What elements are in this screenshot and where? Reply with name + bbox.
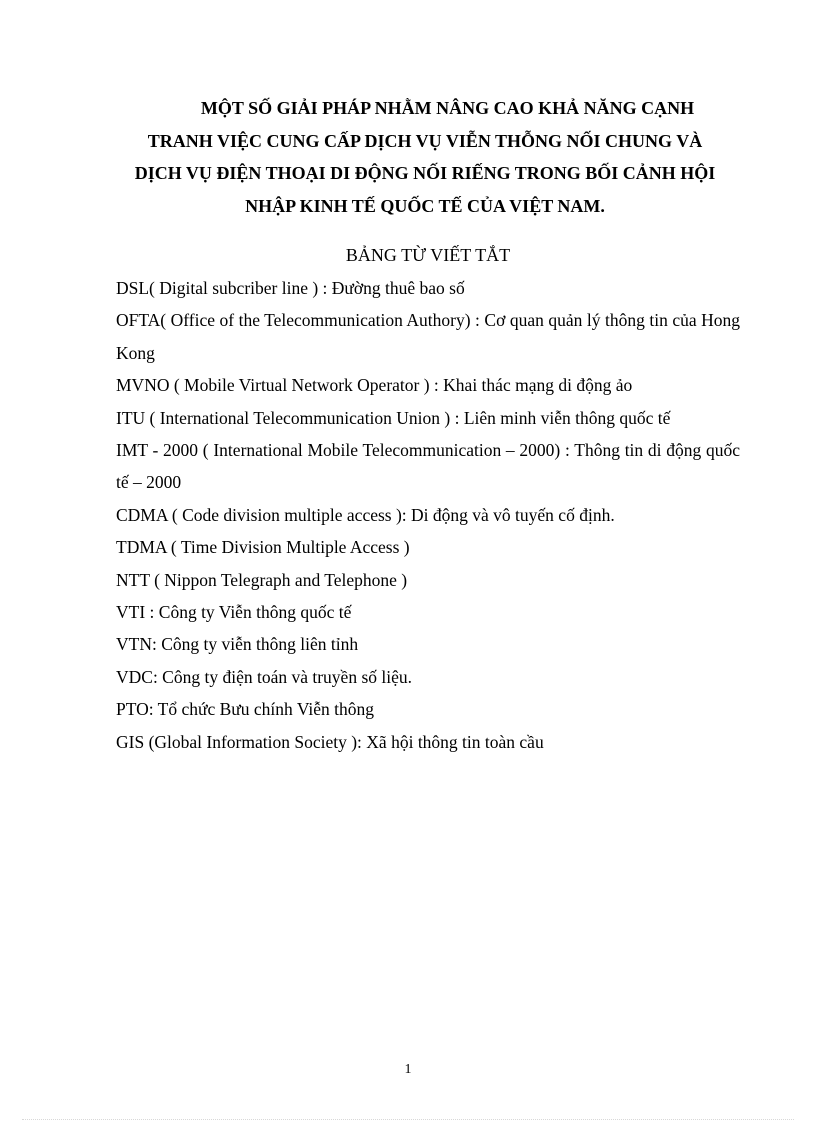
abbreviation-entry: VTI : Công ty Viễn thông quốc tế — [116, 602, 352, 623]
document-title — [110, 92, 740, 222]
abbreviation-entry: CDMA ( Code division multiple access ): Di động và vô tuyến cố định. — [116, 504, 615, 525]
abbreviation-entry: GIS (Global Information Society ): Xã hội thông tin toàn cầu — [116, 731, 544, 752]
abbreviation-entry: VDC: Công ty điện toán và truyền số liệu. — [116, 666, 413, 687]
abbreviation-entry: ITU ( International Telecommunication Union ) : Liên minh viễn thông quốc tế — [116, 407, 671, 428]
abbreviations-heading: BẢNG TỪ VIẾT TẮT — [345, 245, 511, 265]
abbreviation-list — [116, 272, 740, 758]
abbreviation-entry: VTN: Công ty viễn thông liên tỉnh — [116, 634, 359, 655]
abbreviation-entry: MVNO ( Mobile Virtual Network Operator ) : Khai thác mạng di động ảo — [116, 375, 633, 396]
abbreviation-entry: IMT - 2000 ( International Mobile Telecommunication – 2000) : Thông tin di động quốc tế – 2000 — [116, 440, 740, 493]
abbreviation-entry: OFTA( Office of the Telecommunication Authory) : Cơ quan quản lý thông tin của Hong Kong — [116, 310, 740, 363]
abbreviation-entry: TDMA ( Time Division Multiple Access ) — [116, 537, 410, 558]
title-line: NHẬP KINH TẾ QUỐC TẾ CỦA VIỆT NAM. — [245, 195, 605, 216]
abbreviation-entry: NTT ( Nippon Telegraph and Telephone ) — [116, 569, 408, 590]
title-line: MỘT SỐ GIẢI PHÁP NHẰM NÂNG CAO KHẢ NĂNG CẠNH — [200, 98, 695, 118]
title-line: DỊCH VỤ ĐIỆN THOẠI DI ĐỘNG NỐI RIẾNG TRONG BỐI CẢNH HỘI — [134, 163, 716, 183]
title-line: TRANH VIỆC CUNG CẤP DỊCH VỤ VIỄN THỖNG NỐI CHUNG VÀ — [147, 130, 703, 151]
abbreviation-entry: DSL( Digital subcriber line ) : Đường thuê bao số — [116, 278, 465, 298]
page-number: 1 — [404, 1062, 412, 1077]
page-bottom-divider — [22, 1119, 794, 1120]
abbreviation-entry: PTO: Tổ chức Bưu chính Viễn thông — [116, 699, 375, 720]
